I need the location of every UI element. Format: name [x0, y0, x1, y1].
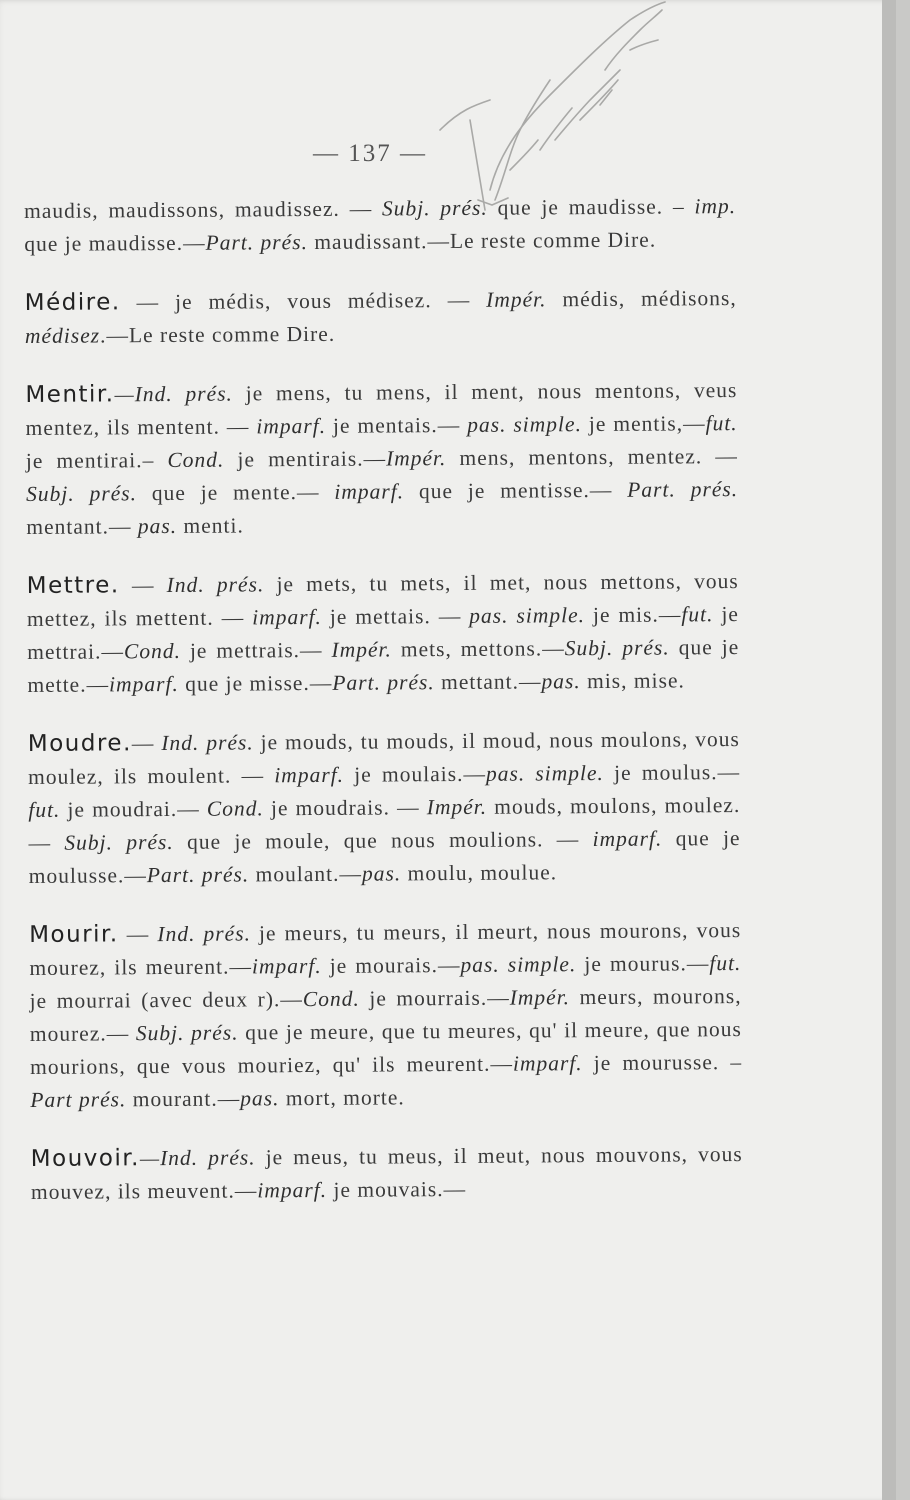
entry-moudre: [28, 723, 741, 893]
abbr-imparf: imparf.: [334, 479, 405, 504]
entry-text: je mourais.—: [321, 952, 461, 978]
dictionary-text: [24, 190, 743, 1209]
abbr-part-pres: Part. prés.: [205, 230, 308, 255]
entry-text: que je meure, que tu meures, qu' il meure, que nous mourions, que vous mouriez, qu' ils meurent.—: [30, 1017, 742, 1079]
entry-text: —: [118, 922, 158, 947]
abbr-pas: pas.: [361, 861, 402, 886]
entry-text: —: [119, 573, 167, 598]
abbr-pas-simple: pas. simple.: [469, 603, 586, 628]
entry-text: je mourrai (avec deux r).—: [29, 987, 303, 1013]
entry-text: mouds, moulons, moulez. —: [28, 793, 741, 855]
abbr-pas: pas.: [541, 669, 581, 694]
entry-text: je mourusse. –: [582, 1050, 743, 1076]
entry-text: que je maudisse.—: [24, 230, 206, 256]
abbr-imparf: imparf.: [512, 1051, 583, 1076]
abbr-imparf: imparf.: [251, 953, 322, 979]
entry-text: je meurs, tu meurs, il meurt, nous mourons, vous mourez, ils meurent.—: [29, 918, 742, 980]
headword: Moudre.: [27, 730, 132, 757]
entry-text: meurs, mourons, mourez.—: [29, 984, 742, 1046]
abbr-fut: fut.: [705, 411, 738, 436]
entry-maudire-continued: [24, 190, 736, 261]
abbr-fut: fut.: [709, 951, 742, 976]
abbr-subj-pres: Subj. prés.: [135, 1020, 239, 1046]
abbr-pas: pas.: [137, 513, 178, 539]
entry-mouvoir: [31, 1138, 743, 1209]
entry-text: que je mente.—: [136, 479, 335, 506]
entry-text: je mourus.—: [576, 951, 710, 977]
abbr-imp: imp.: [694, 194, 737, 219]
entry-text: médis, médisons,: [546, 286, 737, 312]
entry-text: que je maudisse. –: [487, 194, 695, 220]
entry-text: que je mentisse.—: [404, 477, 628, 504]
abbr-imparf: imparf.: [256, 413, 327, 439]
headword: Mettre.: [26, 572, 120, 599]
entry-text: mentant.—: [26, 514, 138, 539]
entry-text: je mettais. —: [321, 603, 470, 629]
entry-text: je mettrai.—: [27, 602, 739, 664]
italic-form: médisez: [24, 323, 101, 348]
entry-text: je moulus.—: [603, 760, 741, 785]
abbr-imper: Impér.: [426, 794, 488, 820]
abbr-ind-pres: Ind. prés.: [161, 730, 254, 756]
entry-text: je mens, tu mens, il ment, nous mentons, veus mentez, ils mentent. —: [25, 378, 738, 440]
abbr-part-pres: Part. prés.: [332, 670, 435, 695]
page-edge: [882, 0, 896, 1500]
abbr-imper: Impér.: [509, 985, 571, 1010]
entry-text: que je moulusse.—: [28, 826, 741, 888]
abbr-ind-pres: —Ind. prés.: [114, 381, 233, 407]
abbr-part-pres: Part. prés.: [146, 862, 250, 888]
headword: Mouvoir.: [30, 1145, 141, 1172]
entry-text: mens, mentons, mentez. —: [446, 444, 738, 471]
abbr-subj-pres: Subj. prés.: [64, 829, 174, 855]
entry-text: je mets, tu mets, il met, nous mettons, vous mettez, ils mettent. —: [26, 569, 739, 631]
entry-text: je mis.—: [584, 602, 682, 628]
entry-text: mort, morte.: [279, 1085, 405, 1111]
entry-text: je moulais.—: [343, 761, 486, 787]
abbr-imper: Impér.: [486, 287, 547, 312]
entry-text: je mentis,—: [581, 411, 706, 437]
entry-text: je moudrais. —: [263, 795, 427, 821]
headword: Mentir.: [25, 381, 115, 408]
entry-text: mourant.—: [126, 1086, 241, 1112]
abbr-pas-simple: pas. simple.: [460, 952, 577, 977]
entry-text: je meus, tu meus, il meut, nous mouvons, vous mouvez, ils meuvent.—: [30, 1142, 743, 1204]
entry-text: je moudrai.—: [60, 796, 207, 822]
entry-text: je mentais.—: [325, 412, 468, 438]
abbr-pas-simple: pas. simple.: [467, 412, 582, 437]
entry-text: je mentirai.–: [25, 448, 168, 473]
abbr-imper: Impér.: [385, 446, 447, 471]
entry-text: mettant.—: [434, 669, 542, 695]
abbr-subj-pres: Subj. prés.: [564, 635, 670, 661]
entry-text: — je médis, vous médisez. —: [120, 287, 487, 315]
entry-text: moulant.—: [249, 861, 363, 887]
entry-text: je mouds, tu mouds, il moud, nous moulons, vous moulez, ils moulent. —: [27, 727, 740, 789]
abbr-cond: Cond.: [206, 796, 264, 821]
abbr-subj-pres: Subj. prés.: [26, 481, 138, 506]
entry-text: que je mette.—: [27, 635, 740, 697]
entry-text: que je moule, que nous moulions. —: [173, 827, 593, 854]
abbr-imparf: imparf.: [274, 762, 345, 788]
entry-text: que je misse.—: [178, 670, 333, 696]
entry-mourir: [29, 914, 742, 1117]
abbr-subj-pres: Subj. prés.: [381, 195, 488, 221]
entry-text: mets, mettons.—: [391, 636, 565, 662]
entry-text: je mouvais.—: [326, 1176, 467, 1202]
page-number: — 137 —: [313, 140, 427, 167]
entry-text: je mentirais.—: [224, 446, 387, 472]
headword: Médire.: [24, 289, 121, 316]
entry-text: mis, mise.: [580, 668, 685, 694]
abbr-cond: Cond.: [167, 447, 225, 473]
abbr-cond: Cond.: [302, 986, 360, 1012]
headword: Mourir.: [29, 921, 119, 948]
abbr-ind-pres: Ind. prés.: [157, 921, 251, 947]
entry-mentir: [25, 374, 738, 544]
abbr-fut: fut.: [28, 797, 61, 822]
entry-medire: [25, 282, 737, 353]
abbr-part-pres: Part. prés.: [627, 477, 739, 502]
abbr-imparf: imparf.: [252, 604, 322, 630]
abbr-pas-simple: pas. simple.: [485, 760, 604, 786]
entry-text: moulu, moulue.: [401, 860, 558, 886]
abbr-cond: Cond.: [123, 638, 182, 664]
abbr-ind-pres: Ind. prés.: [166, 572, 265, 598]
entry-text: maudissant.—Le reste comme Dire.: [307, 227, 657, 255]
abbr-fut: fut.: [681, 602, 714, 627]
entry-text: maudis, maudissons, maudissez. —: [24, 196, 383, 223]
pencil-signature-mark: [430, 0, 680, 220]
abbr-part-pres: Part prés.: [30, 1087, 127, 1112]
abbr-pas: pas.: [240, 1086, 280, 1111]
abbr-imper: Impér.: [331, 637, 392, 662]
entry-mettre: [27, 565, 740, 702]
entry-text: —: [131, 731, 162, 756]
abbr-imparf: imparf.: [108, 671, 179, 697]
abbr-ind-pres: —Ind. prés.: [139, 1145, 256, 1171]
abbr-imparf: imparf.: [257, 1177, 328, 1203]
entry-text: je mourrais.—: [359, 985, 510, 1011]
entry-text: menti.: [176, 513, 244, 538]
entry-text: je mettrais.—: [180, 637, 332, 663]
entry-text: .—Le reste comme Dire.: [99, 321, 336, 348]
abbr-imparf: imparf.: [592, 826, 663, 852]
